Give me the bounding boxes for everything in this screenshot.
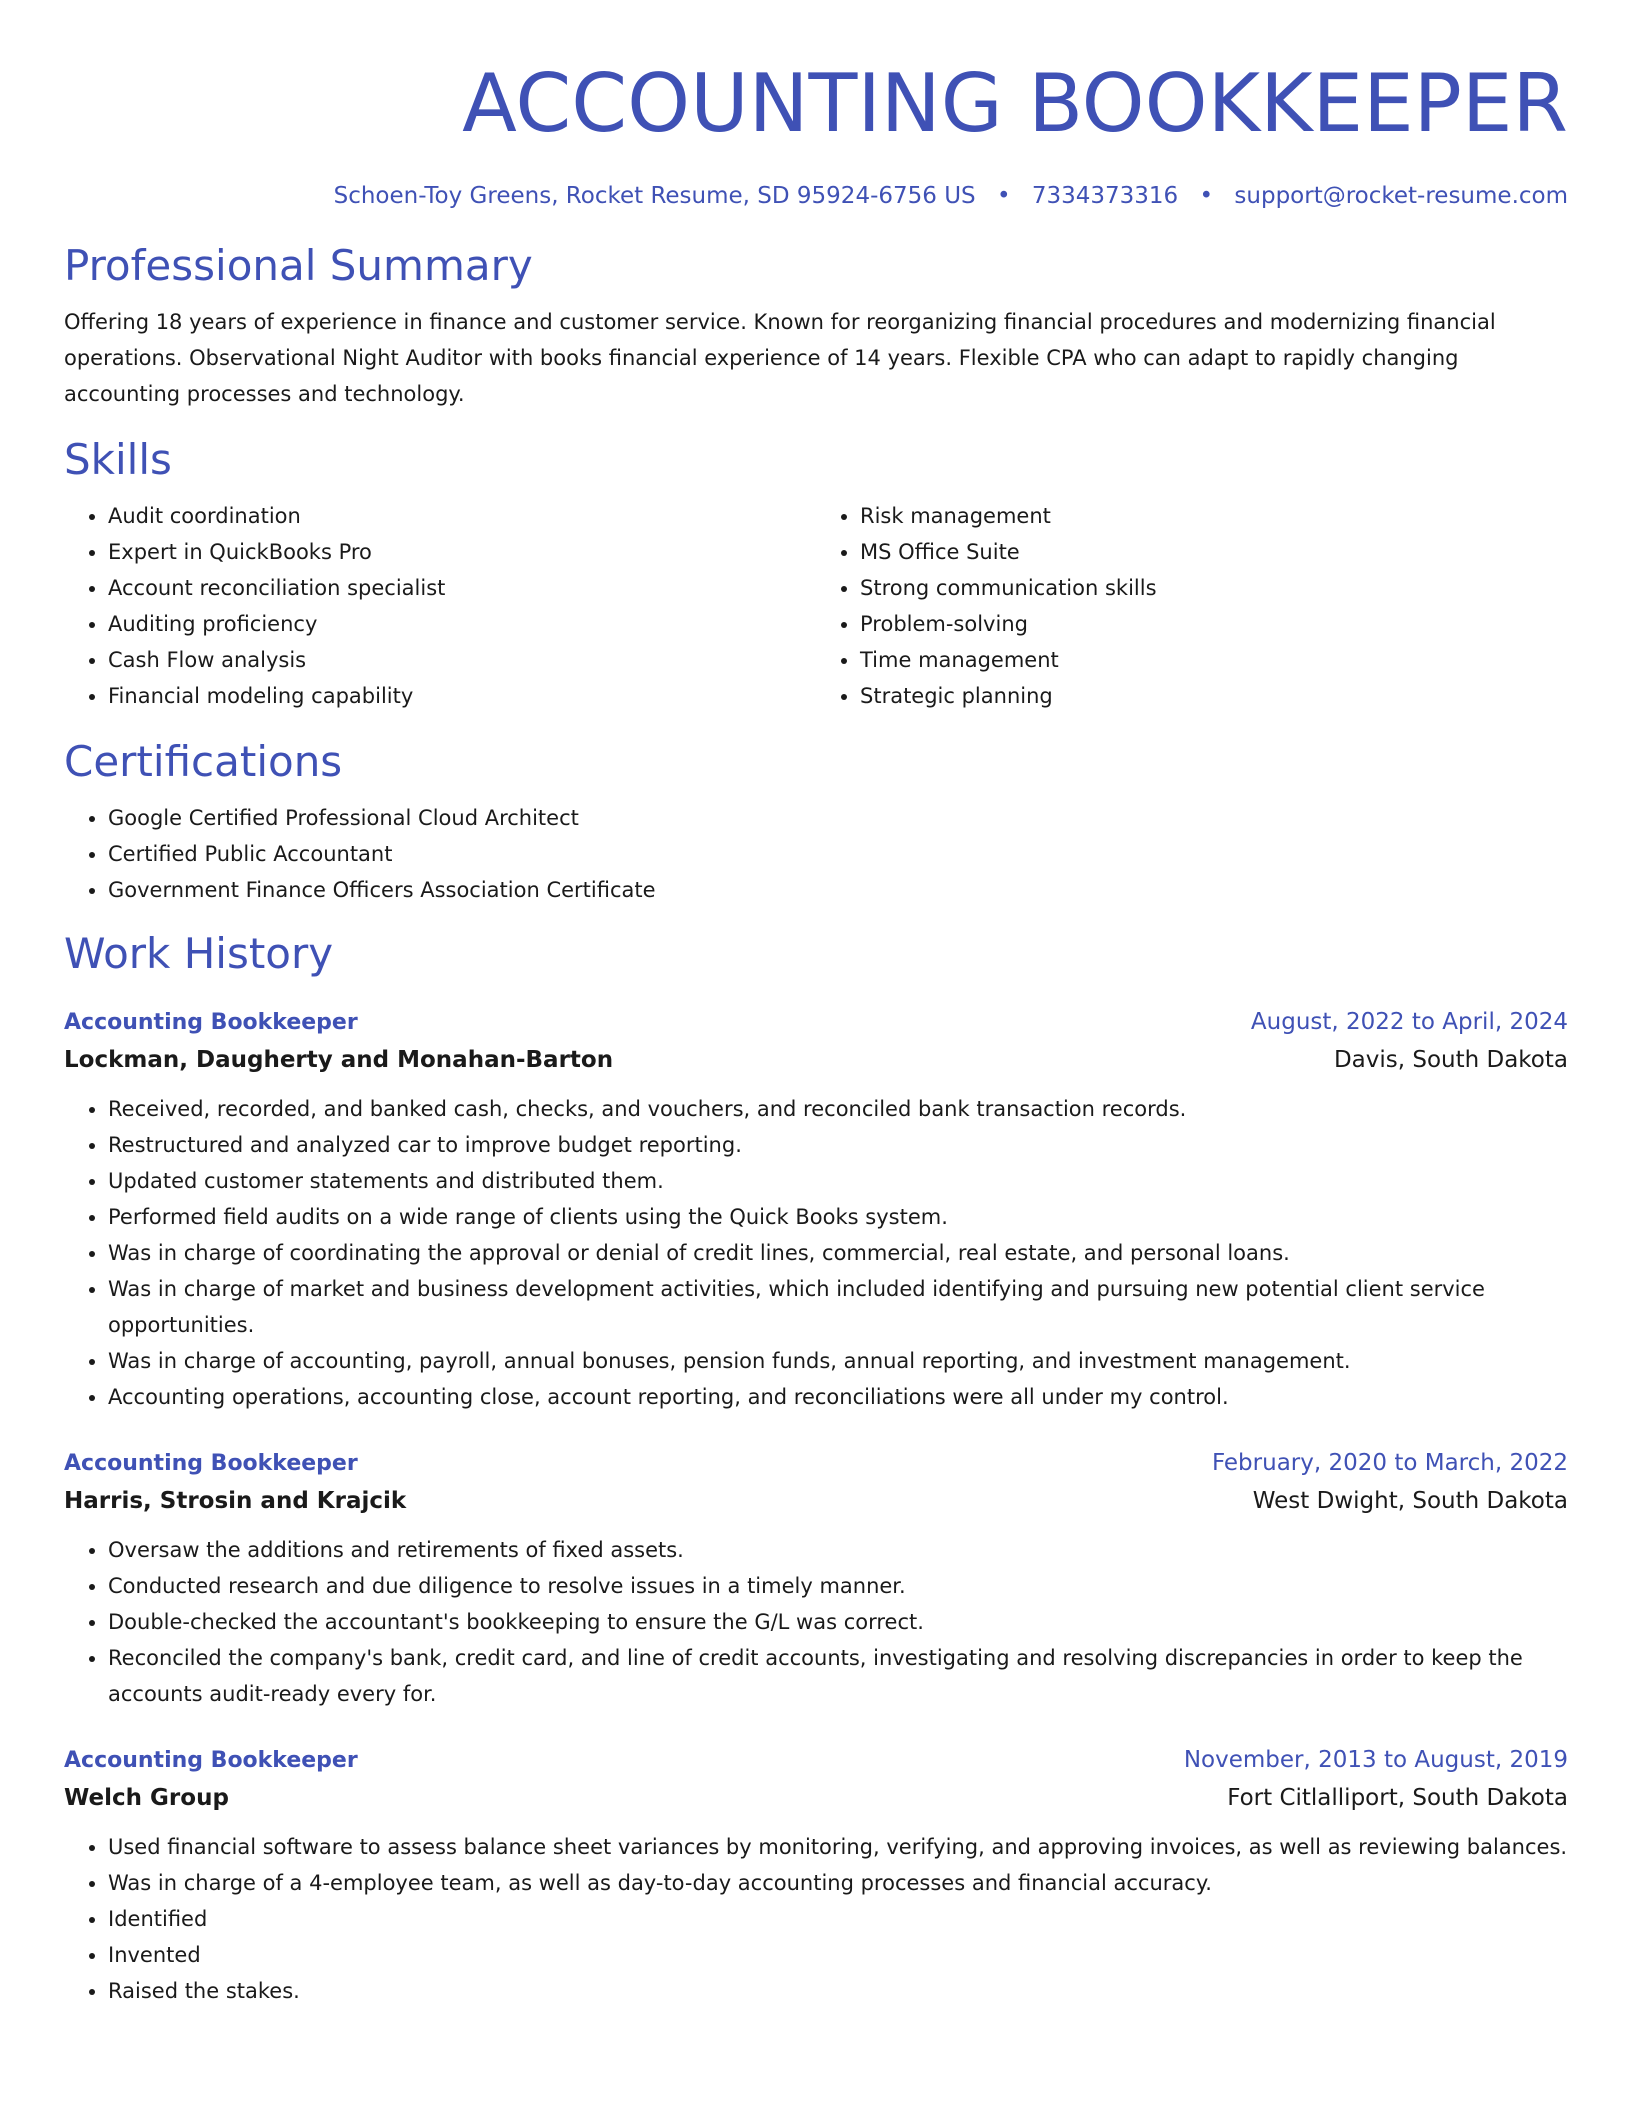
job-bullet: • Identified: [108, 1901, 1568, 1937]
skill-item: • MS Office Suite: [860, 534, 1568, 570]
job-bullet: • Conducted research and due diligence to resolve issues in a timely manner.: [108, 1568, 1568, 1604]
skill-item: • Risk management: [860, 498, 1568, 534]
skill-item: • Strong communication skills: [860, 570, 1568, 606]
job-bullet: • Updated customer statements and distributed them.: [108, 1163, 1568, 1199]
job-bullet: • Used financial software to assess balance sheet variances by monitoring, verifying, and approving invoices, as well as reviewing balances.: [108, 1829, 1568, 1865]
job-dates: August, 2022 to April, 2024: [1250, 1009, 1568, 1035]
job-bullets: [64, 1532, 1568, 1712]
contact-phone: 7334373316: [1031, 183, 1179, 209]
job-location: Fort Citlalliport, South Dakota: [1227, 1785, 1568, 1811]
job-title: Accounting Bookkeeper: [64, 1010, 358, 1035]
job-location: West Dwight, South Dakota: [1252, 1488, 1568, 1514]
skills-heading: Skills: [64, 435, 172, 484]
skills-column-right: [816, 498, 1568, 714]
job-dates: February, 2020 to March, 2022: [1211, 1450, 1568, 1476]
professional-summary-text: Offering 18 years of experience in finance and customer service. Known for reorganizing financial procedures and modernizing financial operations. Observational Night Auditor with books financial experience of 14 years. Flexible CPA who can adapt to rapidly changing accounting processes and technology.: [64, 310, 1496, 406]
skill-item: • Financial modeling capability: [108, 678, 816, 714]
job-entry: [64, 1445, 1568, 1712]
job-bullet: • Invented: [108, 1937, 1568, 1973]
job-bullet: • Was in charge of market and business development activities, which included identifying and pursuing new potential client service opportunities.: [108, 1271, 1568, 1343]
job-title: Accounting Bookkeeper: [64, 1748, 358, 1773]
skills-column-left: [64, 498, 816, 714]
skills-list: [64, 498, 1568, 714]
job-bullets: [64, 1091, 1568, 1415]
skill-item: • Audit coordination: [108, 498, 816, 534]
skill-item: • Account reconciliation specialist: [108, 570, 816, 606]
skill-item: • Strategic planning: [860, 678, 1568, 714]
job-bullet: • Double-checked the accountant's bookkeeping to ensure the G/L was correct.: [108, 1604, 1568, 1640]
certification-item: • Google Certified Professional Cloud Architect: [108, 800, 1568, 836]
job-bullet: • Accounting operations, accounting close, account reporting, and reconciliations were all under my control.: [108, 1379, 1568, 1415]
job-bullet: • Raised the stakes.: [108, 1973, 1568, 2009]
skill-item: • Cash Flow analysis: [108, 642, 816, 678]
certifications-list: [64, 800, 1568, 908]
job-company: Lockman, Daugherty and Monahan-Barton: [64, 1047, 614, 1073]
certification-item: • Certified Public Accountant: [108, 836, 1568, 872]
job-bullet: • Restructured and analyzed car to improve budget reporting.: [108, 1127, 1568, 1163]
job-location: Davis, South Dakota: [1333, 1047, 1568, 1073]
certification-item: • Government Finance Officers Association Certificate: [108, 872, 1568, 908]
skill-item: • Expert in QuickBooks Pro: [108, 534, 816, 570]
job-bullet: • Oversaw the additions and retirements of fixed assets.: [108, 1532, 1568, 1568]
job-bullet: • Was in charge of coordinating the approval or denial of credit lines, commercial, real estate, and personal loans.: [108, 1235, 1568, 1271]
contact-separator: •: [1199, 183, 1214, 209]
job-bullet: • Was in charge of a 4-employee team, as well as day-to-day accounting processes and financial accuracy.: [108, 1865, 1568, 1901]
job-bullets: [64, 1829, 1568, 2009]
job-entry: [64, 1742, 1568, 2009]
job-bullet: • Reconciled the company's bank, credit card, and line of credit accounts, investigating and resolving discrepancies in order to keep the accounts audit-ready every for.: [108, 1640, 1568, 1712]
contact-separator: •: [996, 183, 1011, 209]
skill-item: • Auditing proficiency: [108, 606, 816, 642]
skill-item: • Problem-solving: [860, 606, 1568, 642]
job-entry: [64, 1004, 1568, 1415]
work-history-heading: Work History: [64, 929, 334, 978]
job-bullet: • Received, recorded, and banked cash, checks, and vouchers, and reconciled bank transaction records.: [108, 1091, 1568, 1127]
certifications-heading: Certifications: [64, 737, 343, 786]
job-company: Welch Group: [64, 1785, 229, 1811]
resume-name-heading: ACCOUNTING BOOKKEEPER: [462, 57, 1568, 150]
job-company: Harris, Strosin and Krajcik: [64, 1488, 407, 1514]
job-bullet: • Was in charge of accounting, payroll, annual bonuses, pension funds, annual reporting, and investment management.: [108, 1343, 1568, 1379]
contact-line: [64, 180, 1568, 212]
job-title: Accounting Bookkeeper: [64, 1451, 358, 1476]
job-bullet: • Performed field audits on a wide range of clients using the Quick Books system.: [108, 1199, 1568, 1235]
professional-summary-heading: Professional Summary: [64, 241, 533, 290]
job-dates: November, 2013 to August, 2019: [1183, 1747, 1568, 1773]
contact-email: support@rocket-resume.com: [1234, 183, 1568, 209]
contact-address: Schoen-Toy Greens, Rocket Resume, SD 95924-6756 US: [333, 183, 976, 209]
resume-page: [64, 0, 1568, 2009]
skill-item: • Time management: [860, 642, 1568, 678]
